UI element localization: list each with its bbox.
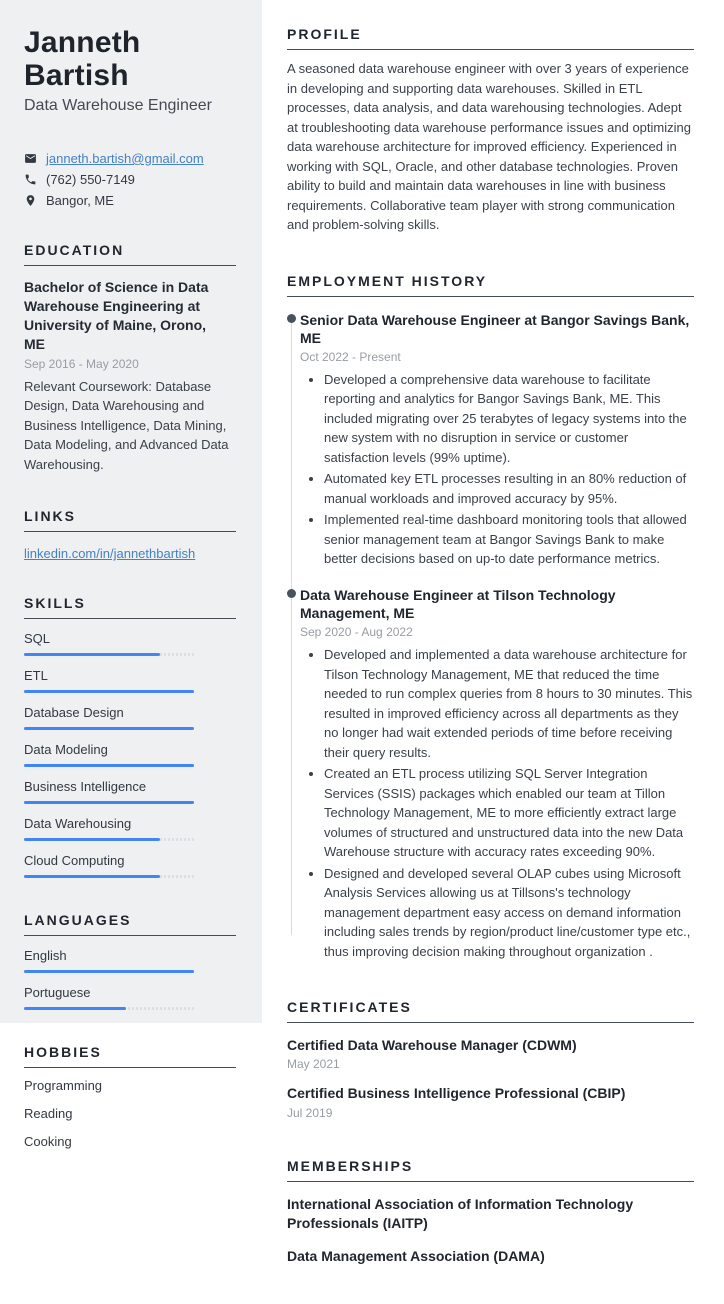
hobby-item: Cooking (24, 1133, 72, 1149)
job-entry-title: Senior Data Warehouse Engineer at Bangor Savings Bank, ME (300, 311, 690, 346)
job-bullet: • Developed a comprehensive data warehouse to facilitate reporting and analytics for Bangor Savings Bank, ME. This included migrating over 25 terabytes of legacy systems into the new system with no disruption in service or customer satisfaction levels (99% uptime). (324, 370, 694, 468)
section-skills (24, 595, 236, 878)
skill-item (24, 631, 236, 656)
job-bullet: • Automated key ETL processes resulting in an 80% reduction of manual workloads and improved accuracy by 95%. (324, 469, 694, 508)
links-heading: LINKS (24, 508, 236, 532)
skill-name: SQL (24, 631, 51, 647)
skill-name: Business Intelligence (24, 779, 147, 795)
language-item (24, 948, 236, 973)
certificates-heading: CERTIFICATES (287, 999, 694, 1023)
hobby-item: Programming (24, 1078, 103, 1094)
certificate-title: Certified Business Intelligence Professional (CBIP) (287, 1085, 626, 1102)
certificate-date: May 2021 (287, 1057, 340, 1072)
phone-icon (24, 173, 37, 186)
main-column (287, 26, 694, 1304)
skill-item (24, 668, 236, 693)
education-degree: Bachelor of Science in Data Warehouse Engineering at University of Maine, Orono, ME (24, 279, 209, 352)
skill-item (24, 705, 236, 730)
job-entry (300, 586, 694, 961)
contact-location-row (24, 193, 236, 208)
contact-block (24, 151, 236, 208)
language-item (24, 985, 236, 1010)
education-description: Relevant Coursework: Database Design, Data Warehousing and Business Intelligence, Data Mining, Data Modeling, and Advanced Data Warehousing. (24, 378, 229, 472)
skill-bar-track (24, 727, 194, 730)
skill-name: Cloud Computing (24, 853, 125, 869)
timeline-dot (287, 314, 296, 323)
profile-text: A seasoned data warehouse engineer with over 3 years of experience in developing and supporting data warehouses. Skilled in ETL processes, data analysis, and data warehousing technologies. Adept at troubleshooting data warehouse performance issues and optimizing data warehouse architecture for improved efficiency. Experienced in working with SQL, Oracle, and other database technologies. Proven ability to build and maintain data warehouses in line with business requirements. Collaborative team player with strong communication and problem-solving skills. (287, 61, 691, 232)
hobby-item: Reading (24, 1105, 73, 1121)
location-text: Bangor, ME (46, 193, 114, 208)
job-bullet-list (300, 370, 694, 569)
section-links (24, 508, 236, 561)
skill-bar-fill (24, 727, 194, 730)
job-entry (300, 311, 694, 569)
language-bar-fill (24, 970, 194, 973)
job-bullet: • Implemented real-time dashboard monitoring tools that allowed senior management team at Bangor Savings Bank to make better decisions based on up-to date performance metrics. (324, 510, 694, 569)
skill-item (24, 742, 236, 767)
memberships-heading: MEMBERSHIPS (287, 1158, 694, 1182)
skill-bar-fill (24, 838, 160, 841)
skill-item (24, 779, 236, 804)
email-link[interactable]: janneth.bartish@gmail.com (46, 151, 204, 166)
job-bullet-list (300, 645, 694, 961)
certificate-item (287, 1036, 694, 1071)
skill-bar-fill (24, 653, 160, 656)
job-entry-dates: Oct 2022 - Present (300, 349, 401, 364)
language-name: Portuguese (24, 985, 91, 1001)
skill-bar-track (24, 690, 194, 693)
skill-bar-track (24, 875, 194, 878)
membership-title: Data Management Association (DAMA) (287, 1247, 545, 1264)
language-bar-track (24, 1007, 194, 1010)
timeline-dot (287, 589, 296, 598)
linkedin-link[interactable]: linkedin.com/in/jannethbartish (24, 546, 196, 562)
membership-item (287, 1195, 694, 1234)
certificate-item (287, 1084, 694, 1119)
job-entry-title: Data Warehouse Engineer at Tilson Technology Management, ME (300, 586, 616, 622)
skill-bar-track (24, 764, 194, 767)
job-bullet: • Developed and implemented a data warehouse architecture for Tilson Technology Management, ME that reduced the time needed to run complex queries from 8 hours to 30 minutes. This resulted in improved efficiency across all departments as they no longer had wait extended periods of time before receiving their query results. (324, 645, 694, 762)
language-bar-track (24, 970, 194, 973)
contact-email-row (24, 151, 236, 166)
person-name: Janneth Bartish (24, 26, 141, 92)
envelope-icon (24, 152, 37, 165)
skill-name: Database Design (24, 705, 124, 721)
section-certificates (287, 999, 694, 1119)
skill-bar-fill (24, 875, 160, 878)
profile-heading: PROFILE (287, 26, 694, 50)
skill-name: Data Warehousing (24, 816, 132, 832)
certificate-title: Certified Data Warehouse Manager (CDWM) (287, 1037, 577, 1054)
phone-number: (762) 550-7149 (46, 172, 135, 187)
hobbies-heading: HOBBIES (24, 1044, 236, 1068)
language-bar-fill (24, 1007, 126, 1010)
skills-heading: SKILLS (24, 595, 236, 619)
sidebar (0, 0, 262, 1149)
skill-item (24, 816, 236, 841)
section-memberships (287, 1158, 694, 1267)
skill-name: Data Modeling (24, 742, 108, 758)
languages-heading: LANGUAGES (24, 912, 236, 936)
section-languages (24, 912, 236, 1010)
section-education (24, 242, 236, 474)
language-name: English (24, 948, 67, 964)
job-bullet: • Created an ETL process utilizing SQL Server Integration Services (SSIS) packages which enabled our team at Tillon Technology Management, ME to more efficiently extract large volumes of structured and unstructured data into the new Data Warehouse structure with accuracy rates exceeding 90%. (324, 764, 694, 862)
employment-heading: EMPLOYMENT HISTORY (287, 273, 694, 297)
skill-name: ETL (24, 668, 48, 684)
skill-bar-track (24, 653, 194, 656)
education-dates: Sep 2016 - May 2020 (24, 356, 139, 371)
section-hobbies (24, 1044, 236, 1152)
job-bullet: • Designed and developed several OLAP cubes using Microsoft Analysis Services allowing us at Tillsons's technology management department easy access on demand information including sales trends by region/product line/customer type etc., thus improving decision making throughout organization . (324, 864, 694, 962)
skill-bar-track (24, 838, 194, 841)
skill-bar-track (24, 801, 194, 804)
person-job-title: Data Warehouse Engineer (24, 97, 212, 114)
membership-title: International Association of Information Technology Professionals (IAITP) (287, 1195, 634, 1232)
contact-phone-row (24, 172, 236, 187)
section-profile (287, 26, 694, 235)
skill-bar-fill (24, 690, 194, 693)
certificate-date: Jul 2019 (287, 1105, 333, 1120)
map-pin-icon (24, 194, 37, 207)
employment-timeline (287, 311, 694, 962)
skill-bar-fill (24, 764, 194, 767)
job-entry-dates: Sep 2020 - Aug 2022 (300, 625, 413, 640)
skill-item (24, 853, 236, 878)
education-heading: EDUCATION (24, 242, 236, 266)
skill-bar-fill (24, 801, 194, 804)
section-employment-history (287, 273, 694, 962)
membership-item (287, 1247, 694, 1267)
